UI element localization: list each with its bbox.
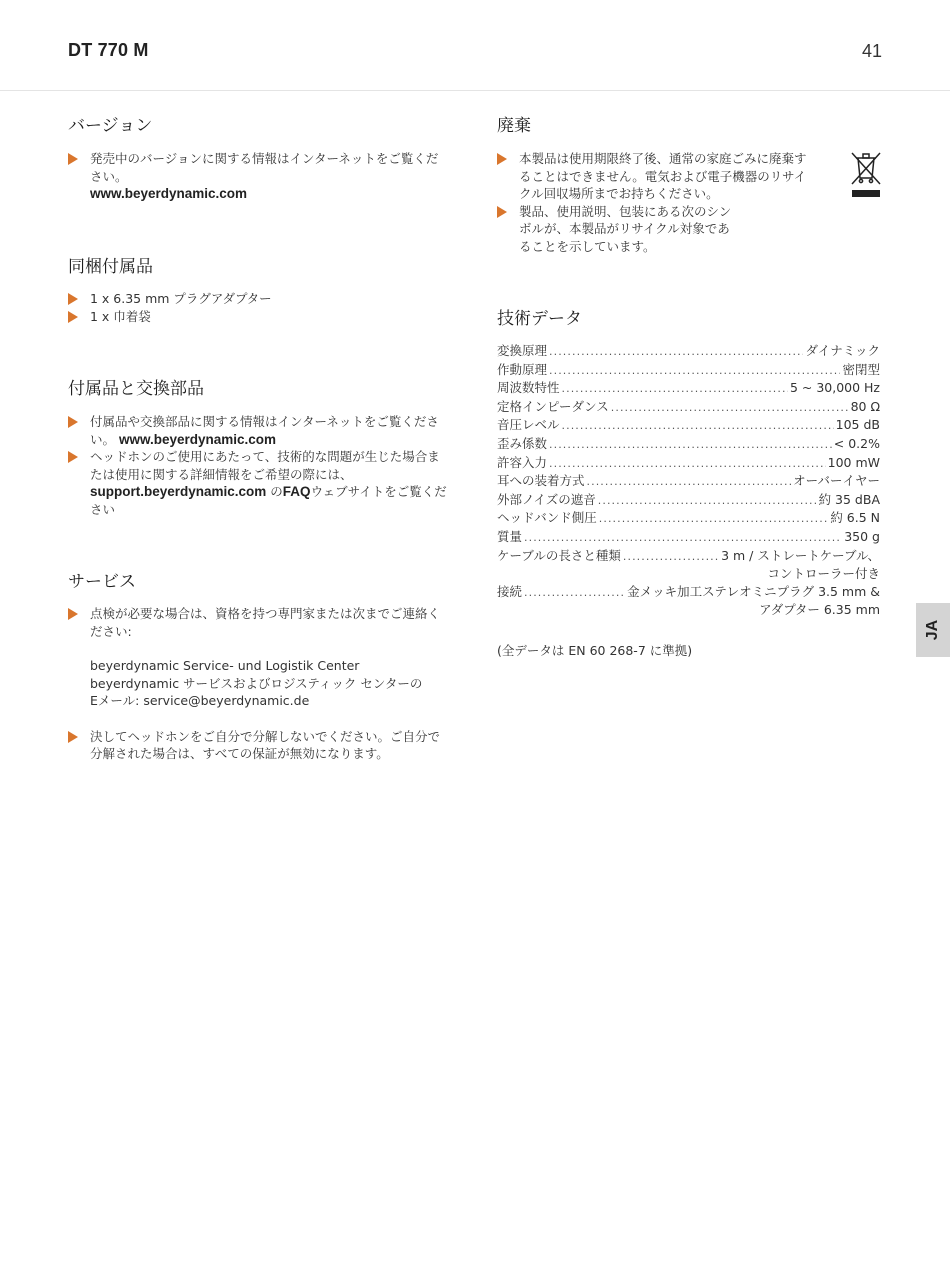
list-item: 1 x 巾着袋: [68, 308, 448, 326]
spec-row: 作動原理 . . . 密閉型: [497, 361, 880, 380]
orange-triangle-icon: [68, 416, 78, 428]
orange-triangle-icon: [68, 311, 78, 323]
spec-table: [497, 342, 880, 619]
spec-row: 周波数特性 . . . 5 ~ 30,000 Hz: [497, 379, 880, 398]
section-heading-disposal: 廃棄: [497, 116, 531, 136]
orange-triangle-icon: [68, 731, 78, 743]
spec-row: ヘッドバンド側圧 . . . 約 6.5 N: [497, 509, 880, 528]
version-link[interactable]: www.beyerdynamic.com: [90, 186, 248, 201]
list-item: 発売中のバージョンに関する情報はインターネットをご覧ください。 www.beyerdynamic.com: [68, 150, 448, 203]
spec-continuation: コントローラー付き: [767, 566, 880, 582]
service-list: [68, 605, 448, 763]
spec-continuation: アダプター 6.35 mm: [759, 602, 880, 618]
accessories-list: [68, 413, 448, 518]
spec-row: 許容入力 . . . 100 mW: [497, 454, 880, 473]
page-number: 41: [861, 41, 882, 61]
spec-row: 接続 . . . 金メッキ加工ステレオミニプラグ 3.5 mm &: [497, 583, 880, 602]
spec-row: 外部ノイズの遮音 . . . 約 35 dBA: [497, 491, 880, 510]
version-list: [68, 150, 448, 203]
list-item: 付属品や交換部品に関する情報はインターネットをご覧ください。 www.beyerdynamic.com: [68, 413, 448, 448]
list-item: ヘッドホンのご使用にあたって、技術的な問題が生じた場合または使用に関する詳細情報をご希望の際には、 support.beyerdynamic.com のFAQウェブサイトをご覧ください: [68, 448, 448, 518]
section-heading-service: サービス: [68, 572, 136, 592]
document-title: DT 770 M: [68, 40, 149, 60]
orange-triangle-icon: [497, 153, 507, 165]
service-address-line: beyerdynamic サービスおよびロジスティック センターの: [90, 675, 423, 691]
section-heading-accessories: 付属品と交換部品: [68, 379, 204, 399]
service-address-line: beyerdynamic Service- und Logistik Center: [90, 658, 360, 673]
list-item: 本製品は使用期限終了後、通常の家庭ごみに廃棄することはできません。電気および電子機器のリサイクル回収場所までお持ちください。: [497, 150, 807, 203]
list-item: 点検が必要な場合は、資格を持つ専門家または次までご連絡ください: beyerdynamic Service- und Logistik Center beyerdynamic サービスおよびロジスティック センターの Eメール: service@beyerdynamic.de: [68, 605, 448, 710]
list-item: 製品、使用説明、包装にある次のシンボルが、本製品がリサイクル対象であることを示しています。: [497, 203, 739, 256]
section-heading-included: 同梱付属品: [68, 257, 153, 277]
spec-row: ケーブルの長さと種類 . . . 3 m / ストレートケーブル、: [497, 547, 880, 566]
spec-row: 変換原理 . . . ダイナミック: [497, 342, 880, 361]
faq-link[interactable]: FAQ: [282, 484, 311, 499]
spec-row: 定格インピーダンス . . . 80 Ω: [497, 398, 880, 417]
support-link[interactable]: support.beyerdynamic.com: [90, 484, 267, 499]
section-heading-version: バージョン: [68, 116, 153, 136]
orange-triangle-icon: [68, 153, 78, 165]
disposal-list: [497, 150, 807, 255]
crossed-bin-icon: [849, 150, 883, 198]
service-email[interactable]: Eメール: service@beyerdynamic.de: [90, 693, 310, 708]
included-list: [68, 290, 448, 325]
language-tab: [916, 603, 950, 657]
language-tab-label: JA: [924, 619, 941, 641]
orange-triangle-icon: [497, 206, 507, 218]
section-heading-tech: 技術データ: [497, 309, 582, 329]
list-item: 1 x 6.35 mm プラグアダプター: [68, 290, 448, 308]
spec-row: 音圧レベル . . . 105 dB: [497, 416, 880, 435]
spec-footnote: (全データは EN 60 268-7 に準拠): [497, 643, 693, 658]
spec-row: 耳への装着方式 . . . オーバーイヤー: [497, 472, 880, 491]
spec-row: 歪み係数 . . . < 0.2%: [497, 435, 880, 454]
list-item: 決してヘッドホンをご自分で分解しないでください。ご自分で分解された場合は、すべての保証が無効になります。: [68, 728, 448, 763]
page-header: [0, 0, 950, 91]
orange-triangle-icon: [68, 608, 78, 620]
orange-triangle-icon: [68, 293, 78, 305]
accessories-link[interactable]: www.beyerdynamic.com: [119, 431, 277, 447]
spec-row: 質量 . . . 350 g: [497, 528, 880, 547]
orange-triangle-icon: [68, 451, 78, 463]
